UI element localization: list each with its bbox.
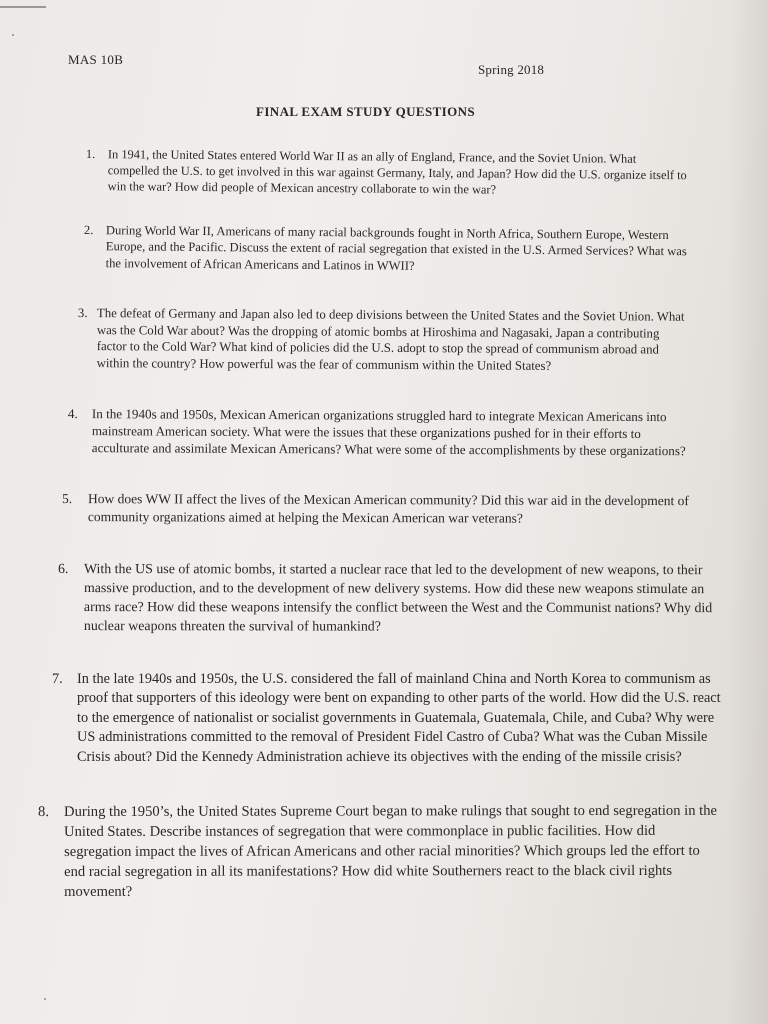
question-number: 7.: [52, 671, 63, 687]
paper-speck: [12, 34, 14, 36]
question-text: The defeat of Germany and Japan also led to deep divisions between the United States and the Soviet Union. What was the Cold War about? Was the dropping of atomic bombs at Hiroshima and Nagasaki, Japan a contributing factor to the Cold War? What kind of policies did the U.S. adopt to stop the spread of communism abroad and within the country? How powerful was the fear of communism within the United States?: [96, 306, 685, 373]
question-text: With the US use of atomic bombs, it started a nuclear race that led to the development of new weapons, to their massive production, and to the development of new delivery systems. How did these new weapons stimulate an arms race? How did these weapons intensify the conflict between the West and the Communist nations? Why did nuclear weapons threaten the survival of humankind?: [83, 562, 713, 635]
paper-speck: [44, 998, 46, 1000]
question-number: 5.: [61, 491, 73, 507]
term-label: Spring 2018: [478, 62, 545, 77]
page-title: FINAL EXAM STUDY QUESTIONS: [256, 104, 476, 119]
question-number: 2.: [83, 222, 94, 238]
question-text: During the 1950’s, the United States Supreme Court began to make rulings that sought to end segregation in the United States. Describe instances of segregation that were commonplace in public facilities. How did segregation impact the lives of African Americans and other racial minorities? Which groups led the effort to end racial segregation in all its manifestations? How did white Southerners react to the black civil rights movement?: [64, 802, 717, 900]
question-number: 4.: [67, 406, 78, 422]
question-text: In 1941, the United States entered World War II as an ally of England, France, and the Soviet Union. What compelled the U.S. to get involved in this war against Germany, Italy, and Japan? How did the U.S. organize itself to win the war? How did people of Mexican ancestry collaborate to win the war?: [107, 147, 687, 197]
question-number: 3.: [77, 305, 88, 321]
question-number: 8.: [38, 803, 49, 820]
page-edge-shadow: [728, 0, 768, 1024]
question-text: During World War II, Americans of many racial backgrounds fought in North Africa, Southern Europe, Western Europe, and the Pacific. Discuss the extent of racial segregation that existed in the U.S. Armed Services? What was the involvement of African Americans and Latinos in WWII?: [105, 223, 687, 273]
question-number: 1.: [85, 146, 96, 162]
course-code: MAS 10B: [68, 52, 124, 67]
question-number: 6.: [57, 562, 69, 578]
question-text: In the 1940s and 1950s, Mexican American organizations struggled hard to integrate Mexican Americans into mainstream American society. What were the issues that these organizations pushed for in their efforts to acculturate and assimilate Mexican Americans? What were some of the accomplishments by these organizations?: [91, 406, 686, 459]
corner-pen-mark: [0, 6, 46, 8]
question-text: How does WW II affect the lives of the Mexican American community? Did this war aid in the development of community organizations aimed at helping the Mexican American war veterans?: [87, 491, 689, 526]
question-text: In the late 1940s and 1950s, the U.S. considered the fall of mainland China and North Korea to communism as proof that supporters of this ideology were bent on expanding to other parts of the world. How did the U.S. react to the emergence of nationalist or socialist governments in Guatemala, Guatemala, Chile, and Cuba? Why were US administrations committed to the removal of President Fidel Castro of Cuba? What was the Cuban Missile Crisis about? Did the Kennedy Administration achieve its objectives with the ending of the missile crisis?: [77, 671, 721, 765]
